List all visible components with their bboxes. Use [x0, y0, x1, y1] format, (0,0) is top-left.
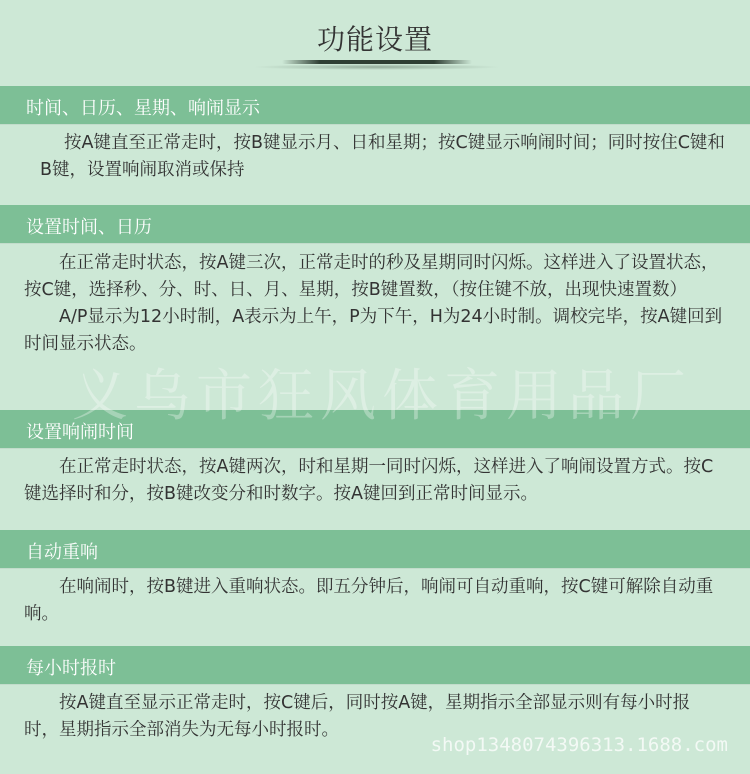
section-paragraph: 在响闹时，按B键进入重响状态。即五分钟后，响闹可自动重响，按C键可解除自动重响。: [24, 577, 714, 624]
section-body-alarm: [24, 454, 724, 508]
section-title: 设置时间、日历: [26, 217, 152, 238]
section-body-snooze: [24, 574, 724, 628]
section-paragraph: 按A键直至正常走时，按B键显示月、日和星期；按C键显示响闹时间；同时按住C键和B键，设置响闹取消或保持: [40, 133, 725, 180]
section-paragraph: 在正常走时状态，按A键两次，时和星期一同时闪烁，这样进入了响闹设置方式。按C键选择时和分，按B键改变分和时数字。按A键回到正常时间显示。: [24, 457, 714, 504]
title-area: [0, 0, 750, 86]
title-underline: [282, 60, 472, 64]
section-title: 每小时报时: [26, 658, 116, 679]
section-paragraph: 按A键直至显示正常走时，按C键后，同时按A键，星期指示全部显示则有每小时报时，星期指示全部消失为无每小时报时。: [24, 693, 691, 740]
shop-watermark: shop1348074396313.1688.com: [430, 734, 728, 756]
page-title: 功能设置: [316, 23, 433, 56]
section-header-hourly: [0, 646, 750, 684]
section-header-display: [0, 86, 750, 124]
section-title: 自动重响: [26, 542, 98, 563]
section-title: 设置响闹时间: [26, 422, 134, 443]
section-header-snooze: [0, 530, 750, 568]
section-paragraph: A/P显示为12小时制，A表示为上午，P为下午，H为24小时制。调校完毕，按A键回到时间显示状态。: [24, 307, 723, 354]
section-body-set-time: [24, 250, 724, 358]
title-underline-shadow: [252, 64, 502, 70]
watermark: 义乌市狂风体育用品厂: [72, 364, 692, 429]
section-paragraph: 在正常走时状态，按A键三次，正常走时的秒及星期同时闪烁。这样进入了设置状态，按C键，选择秒、分、时、日、月、星期，按B键置数，（按住键不放，出现快速置数）: [24, 253, 719, 300]
section-header-set-time: [0, 205, 750, 243]
section-title: 时间、日历、星期、响闹显示: [26, 98, 260, 119]
section-body-display: [40, 130, 730, 184]
